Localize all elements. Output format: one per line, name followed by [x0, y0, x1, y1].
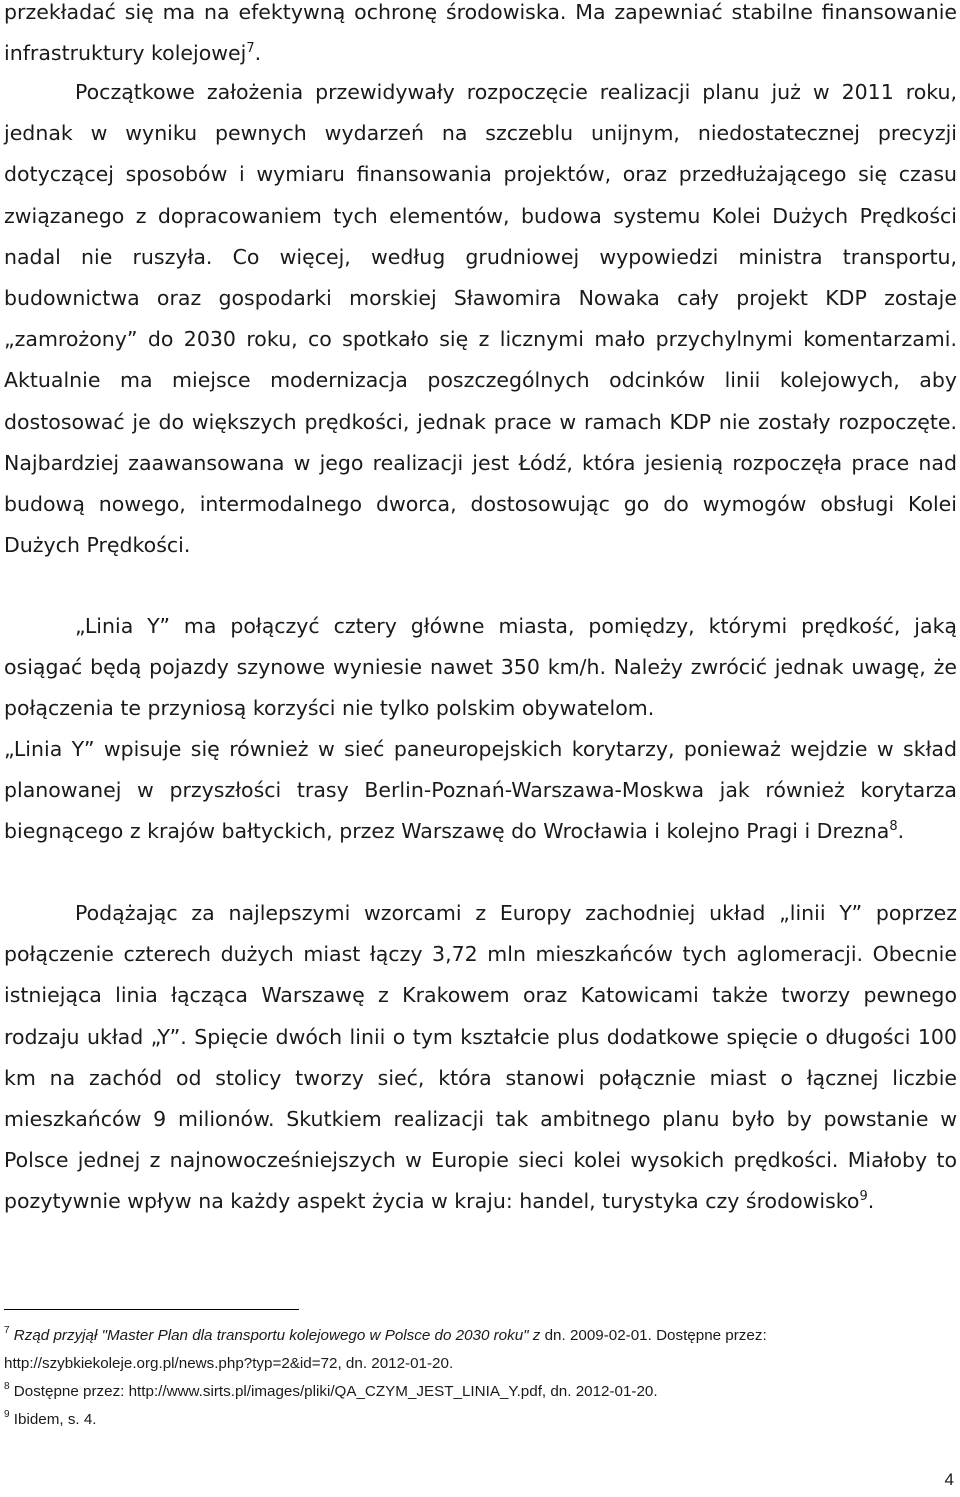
- paragraph-3-text: „Linia Y” ma połączyć cztery główne miasta, pomiędzy, którymi prędkość, jaką osiągać będą pojazdy szynowe wyniesie nawet 350 km/h. Należy zwrócić jednak uwagę, że połączenia te przyniosą korzyści nie tylko polskim obywatelom.: [4, 614, 957, 721]
- page-number: 4: [944, 1470, 954, 1489]
- footnote-ref-8[interactable]: 8: [889, 819, 898, 835]
- paragraph-1: [4, 0, 957, 74]
- footnote-separator: [4, 1309, 299, 1310]
- footnote-number: 9: [4, 1409, 10, 1420]
- paragraph-5-tail: .: [867, 1189, 875, 1214]
- paragraph-4-text: „Linia Y” wpisuje się również w sieć paneuropejskich korytarzy, ponieważ wejdzie w skład planowanej w przyszłości trasy Berlin-Poznań-Warszawa-Moskwa jak również korytarza biegnącego z krajów bałtyckich, przez Warszawę do Wrocławia i kolejno Pragi i Drezna: [4, 737, 957, 844]
- paragraph-2-text: Początkowe założenia przewidywały rozpoczęcie realizacji planu już w 2011 roku, jednak w wyniku pewnych wydarzeń na szczeblu unijnym, niedostatecznej precyzji dotyczącej sposobów i wymiaru finansowania projektów, oraz przedłużającego się czasu związanego z dopracowaniem tych elementów, budowa systemu Kolei Dużych Prędkości nadal nie ruszyła. Co więcej, według grudniowej wypowiedzi ministra transportu, budownictwa oraz gospodarki morskiej Sławomira Nowaka cały projekt KDP zostaje „zamrożony” do 2030 roku, co spotkało się z licznymi mało przychylnymi komentarzami. Aktualnie ma miejsce modernizacja poszczególnych odcinków linii kolejowych, aby dostosować je do większych prędkości, jednak prace w ramach KDP nie zostały rozpoczęte. Najbardziej zaawansowana w jego realizacji jest Łódź, która jesienią rozpoczęła prace nad budową nowego, intermodalnego dworca, dostosowując go do wymogów obsługi Kolei Dużych Prędkości.: [4, 80, 957, 558]
- footnotes: [4, 1322, 957, 1434]
- footnote-text[interactable]: dn. 2009-02-01. Dostępne przez: http://szybkiekoleje.org.pl/news.php?typ=2&id=72, dn. 2012-01-20.: [4, 1327, 767, 1372]
- footnote-9: [4, 1406, 957, 1434]
- footnote-ref-9[interactable]: 9: [859, 1189, 868, 1205]
- footnote-text: Ibidem, s. 4.: [13, 1411, 97, 1428]
- footnote-number: 8: [4, 1381, 10, 1392]
- paragraph-5-text: Podążając za najlepszymi wzorcami z Europy zachodniej układ „linii Y” poprzez połączenie czterech dużych miast łączy 3,72 mln mieszkańców tych aglomeracji. Obecnie istniejąca linia łącząca Warszawę z Krakowem oraz Katowicami także tworzy pewnego rodzaju układ „Y”. Spięcie dwóch linii o tym kształcie plus dodatkowe spięcie o długości 100 km na zachód od stolicy tworzy sieć, która stanowi połącznie miast o łącznej liczbie mieszkańców 9 milionów. Skutkiem realizacji tak ambitnego planu było by powstanie w Polsce jednej z najnowocześniejszych w Europie sieci kolei wysokich prędkości. Miałoby to pozytywnie wpływ na każdy aspekt życia w kraju: handel, turystyka czy środowisko: [4, 901, 957, 1214]
- paragraph-4: [4, 729, 957, 853]
- paragraph-3: [4, 606, 957, 730]
- footnote-text[interactable]: Dostępne przez: http://www.sirts.pl/images/pliki/QA_CZYM_JEST_LINIA_Y.pdf, dn. 2012-01-20.: [13, 1383, 658, 1400]
- footnote-8: [4, 1378, 957, 1406]
- paragraph-5: [4, 893, 957, 1223]
- paragraph-4-tail: .: [897, 819, 905, 844]
- footnote-source-title: Rząd przyjął "Master Plan dla transportu kolejowego w Polsce do 2030 roku" z: [13, 1327, 541, 1344]
- paragraph-1-text: przekładać się ma na efektywną ochronę środowiska. Ma zapewniać stabilne finansowanie infrastruktury kolejowej: [4, 0, 957, 66]
- footnote-ref-7[interactable]: 7: [246, 41, 255, 57]
- footnote-7: [4, 1322, 957, 1378]
- paragraph-1-tail: .: [254, 41, 262, 66]
- footnote-number: 7: [4, 1325, 10, 1336]
- paragraph-2: [4, 72, 957, 566]
